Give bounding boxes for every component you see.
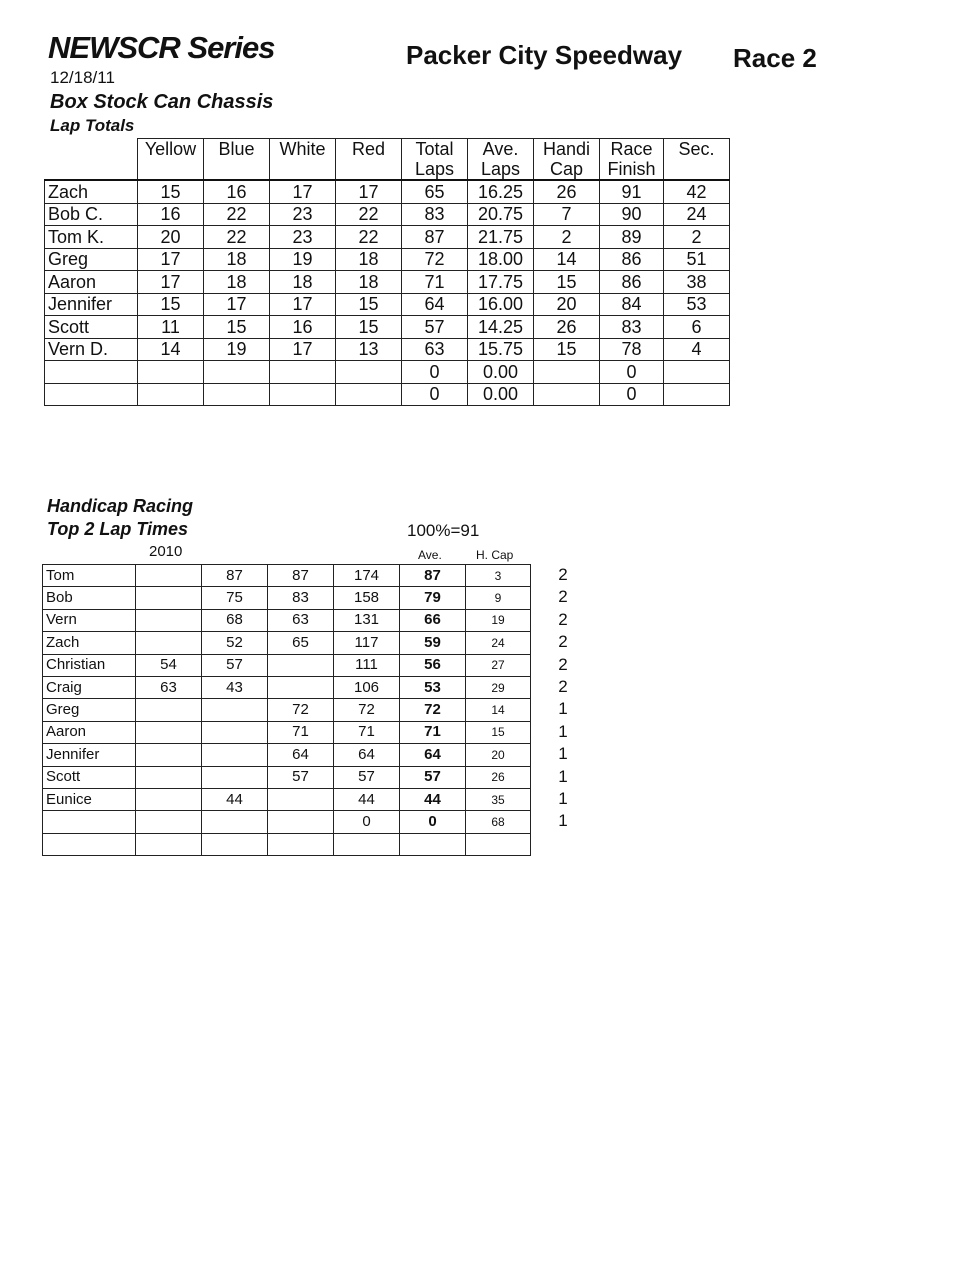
table-row: [45, 338, 730, 361]
data-cell: 14: [138, 338, 204, 361]
data-cell: [136, 699, 202, 721]
lap-count-value: 1: [558, 744, 568, 764]
data-cell: 131: [334, 609, 400, 631]
data-cell: 89: [600, 226, 664, 249]
column-header: Race Finish: [600, 139, 664, 181]
driver-name-cell: Christian: [43, 654, 136, 676]
data-cell: 72: [268, 699, 334, 721]
average-cell: 64: [400, 744, 466, 766]
data-cell: 19: [270, 248, 336, 271]
data-cell: [136, 811, 202, 833]
data-cell: 6: [664, 316, 730, 339]
driver-name-cell: Zach: [45, 180, 138, 203]
table-row: [45, 361, 730, 384]
column-header: Total Laps: [402, 139, 468, 181]
data-cell: 18.00: [468, 248, 534, 271]
driver-name-cell: Scott: [43, 766, 136, 788]
data-cell: 15: [534, 338, 600, 361]
table-row: [45, 271, 730, 294]
data-cell: [336, 361, 402, 384]
data-cell: [202, 766, 268, 788]
data-cell: 24: [664, 203, 730, 226]
data-cell: [136, 632, 202, 654]
data-cell: 18: [270, 271, 336, 294]
table-row: [43, 632, 531, 654]
handicap-cell: 24: [466, 632, 531, 654]
lap-totals-header-row: [45, 139, 730, 181]
data-cell: 83: [600, 316, 664, 339]
data-cell: 21.75: [468, 226, 534, 249]
table-row: [43, 811, 531, 833]
data-cell: [664, 361, 730, 384]
data-cell: 16.00: [468, 293, 534, 316]
data-cell: 0: [334, 811, 400, 833]
data-cell: 18: [336, 271, 402, 294]
data-cell: 22: [204, 203, 270, 226]
data-cell: 57: [202, 654, 268, 676]
data-cell: [202, 833, 268, 855]
data-cell: [136, 721, 202, 743]
data-cell: [136, 833, 202, 855]
handicap-cell: 26: [466, 766, 531, 788]
data-cell: 2: [534, 226, 600, 249]
data-cell: [202, 744, 268, 766]
lap-count-value: 1: [558, 766, 568, 786]
data-cell: 4: [664, 338, 730, 361]
data-cell: 72: [334, 699, 400, 721]
data-cell: [334, 833, 400, 855]
venue-title: Packer City Speedway: [406, 40, 683, 70]
data-cell: 65: [402, 180, 468, 203]
table-row: [43, 587, 531, 609]
data-cell: 63: [136, 676, 202, 698]
average-cell: 59: [400, 632, 466, 654]
table-row: [43, 721, 531, 743]
data-cell: [270, 383, 336, 406]
lap-count-value: 2: [558, 609, 568, 629]
handicap-cell: [466, 833, 531, 855]
data-cell: 52: [202, 632, 268, 654]
race-date: 12/18/11: [50, 68, 115, 87]
class-name: Box Stock Can Chassis: [50, 91, 274, 113]
data-cell: [270, 361, 336, 384]
driver-name-cell: Bob C.: [45, 203, 138, 226]
handicap-cell: 14: [466, 699, 531, 721]
data-cell: 71: [268, 721, 334, 743]
driver-name-cell: Tom: [43, 565, 136, 587]
driver-name-cell: Bob: [43, 587, 136, 609]
table-row: [45, 293, 730, 316]
data-cell: 18: [204, 271, 270, 294]
data-cell: 20: [138, 226, 204, 249]
data-cell: 44: [334, 788, 400, 810]
average-cell: 66: [400, 609, 466, 631]
table-row: [43, 766, 531, 788]
driver-name-cell: Craig: [43, 676, 136, 698]
hcap-label: H. Cap: [476, 548, 514, 562]
data-cell: [664, 383, 730, 406]
data-cell: 14: [534, 248, 600, 271]
handicap-cell: 35: [466, 788, 531, 810]
lap-count-value: 2: [558, 565, 568, 584]
data-cell: 17: [270, 338, 336, 361]
driver-name-cell: Jennifer: [43, 744, 136, 766]
column-header: Red: [336, 139, 402, 181]
lap-count-value: 1: [558, 811, 568, 831]
data-cell: 17: [138, 248, 204, 271]
data-cell: 84: [600, 293, 664, 316]
table-row: [45, 316, 730, 339]
lap-count-value: 2: [558, 677, 568, 696]
driver-name-cell: Scott: [45, 316, 138, 339]
average-cell: 87: [400, 565, 466, 587]
data-cell: [336, 383, 402, 406]
data-cell: 51: [664, 248, 730, 271]
data-cell: 174: [334, 565, 400, 587]
data-cell: 11: [138, 316, 204, 339]
column-header: Ave. Laps: [468, 139, 534, 181]
data-cell: 13: [336, 338, 402, 361]
handicap-cell: 29: [466, 676, 531, 698]
data-cell: 78: [600, 338, 664, 361]
data-cell: [202, 721, 268, 743]
average-cell: 79: [400, 587, 466, 609]
data-cell: 16: [138, 203, 204, 226]
data-cell: [268, 676, 334, 698]
race-number: Race 2: [733, 43, 817, 73]
driver-name-cell: [45, 383, 138, 406]
data-cell: 53: [664, 293, 730, 316]
average-cell: 0: [400, 811, 466, 833]
data-cell: 87: [268, 565, 334, 587]
data-cell: 15: [534, 271, 600, 294]
data-cell: 54: [136, 654, 202, 676]
data-cell: [268, 811, 334, 833]
column-header: Handi Cap: [534, 139, 600, 181]
column-header: Blue: [204, 139, 270, 181]
data-cell: 0: [600, 383, 664, 406]
data-cell: 14.25: [468, 316, 534, 339]
data-cell: 23: [270, 203, 336, 226]
data-cell: 17: [270, 293, 336, 316]
table-row: [45, 248, 730, 271]
driver-name-cell: [45, 361, 138, 384]
data-cell: 18: [336, 248, 402, 271]
data-cell: 22: [336, 203, 402, 226]
data-cell: 63: [268, 609, 334, 631]
data-cell: 83: [268, 587, 334, 609]
handicap-cell: 68: [466, 811, 531, 833]
data-cell: [204, 383, 270, 406]
data-cell: 17.75: [468, 271, 534, 294]
handicap-percent: 100%=91: [407, 521, 480, 540]
data-cell: 0: [402, 361, 468, 384]
data-cell: 117: [334, 632, 400, 654]
data-cell: 158: [334, 587, 400, 609]
data-cell: [136, 609, 202, 631]
data-cell: 64: [334, 744, 400, 766]
data-cell: 16: [270, 316, 336, 339]
data-cell: [136, 587, 202, 609]
data-cell: 20: [534, 293, 600, 316]
data-cell: [534, 361, 600, 384]
data-cell: 26: [534, 316, 600, 339]
table-row: [43, 744, 531, 766]
handicap-heading: Handicap Racing: [47, 496, 194, 516]
data-cell: [136, 744, 202, 766]
data-cell: 20.75: [468, 203, 534, 226]
column-header: Yellow: [138, 139, 204, 181]
table-row: [43, 676, 531, 698]
data-cell: 17: [138, 271, 204, 294]
data-cell: 64: [402, 293, 468, 316]
year-label: 2010: [149, 543, 183, 560]
driver-name-cell: Zach: [43, 632, 136, 654]
table-row: [43, 833, 531, 855]
data-cell: 90: [600, 203, 664, 226]
data-cell: 68: [202, 609, 268, 631]
table-row: [43, 654, 531, 676]
average-cell: [400, 833, 466, 855]
lap-totals-heading: Lap Totals: [50, 116, 135, 135]
data-cell: 15: [336, 316, 402, 339]
average-cell: 57: [400, 766, 466, 788]
data-cell: 44: [202, 788, 268, 810]
average-cell: 56: [400, 654, 466, 676]
driver-name-cell: Aaron: [45, 271, 138, 294]
data-cell: 16.25: [468, 180, 534, 203]
driver-name-cell: [43, 833, 136, 855]
handicap-cell: 19: [466, 609, 531, 631]
driver-name-cell: Greg: [45, 248, 138, 271]
data-cell: 2: [664, 226, 730, 249]
data-cell: [268, 654, 334, 676]
data-cell: 22: [204, 226, 270, 249]
data-cell: 17: [336, 180, 402, 203]
data-cell: 63: [402, 338, 468, 361]
data-cell: 0.00: [468, 383, 534, 406]
driver-name-cell: Eunice: [43, 788, 136, 810]
data-cell: 111: [334, 654, 400, 676]
data-cell: [136, 788, 202, 810]
data-cell: 0: [600, 361, 664, 384]
handicap-cell: 9: [466, 587, 531, 609]
data-cell: [268, 833, 334, 855]
column-header: Sec.: [664, 139, 730, 181]
data-cell: 22: [336, 226, 402, 249]
data-cell: [204, 361, 270, 384]
data-cell: 0: [402, 383, 468, 406]
table-row: [43, 565, 531, 587]
data-cell: 15: [336, 293, 402, 316]
data-cell: [202, 699, 268, 721]
data-cell: 19: [204, 338, 270, 361]
data-cell: 15: [204, 316, 270, 339]
ave-label: Ave.: [418, 548, 442, 562]
data-cell: 38: [664, 271, 730, 294]
driver-name-cell: Vern D.: [45, 338, 138, 361]
data-cell: [138, 383, 204, 406]
data-cell: 0.00: [468, 361, 534, 384]
data-cell: 71: [334, 721, 400, 743]
lap-totals-table: [44, 138, 730, 406]
handicap-table: [42, 564, 531, 856]
data-cell: 26: [534, 180, 600, 203]
data-cell: 17: [270, 180, 336, 203]
data-cell: 15: [138, 180, 204, 203]
driver-name-cell: Tom K.: [45, 226, 138, 249]
data-cell: 75: [202, 587, 268, 609]
table-row: [45, 203, 730, 226]
average-cell: 72: [400, 699, 466, 721]
table-row: [45, 226, 730, 249]
data-cell: 23: [270, 226, 336, 249]
data-cell: 91: [600, 180, 664, 203]
lap-count-value: 1: [558, 699, 568, 719]
driver-name-cell: Vern: [43, 609, 136, 631]
data-cell: 65: [268, 632, 334, 654]
data-cell: [138, 361, 204, 384]
handicap-subheading: Top 2 Lap Times: [47, 519, 189, 539]
data-cell: 15.75: [468, 338, 534, 361]
driver-name-cell: Greg: [43, 699, 136, 721]
lap-count-value: 2: [558, 632, 568, 652]
lap-count-value: 2: [558, 587, 568, 607]
data-cell: 18: [204, 248, 270, 271]
data-cell: 43: [202, 676, 268, 698]
data-cell: 86: [600, 248, 664, 271]
data-cell: 106: [334, 676, 400, 698]
data-cell: 7: [534, 203, 600, 226]
table-row: [45, 180, 730, 203]
data-cell: 57: [334, 766, 400, 788]
table-row: [43, 788, 531, 810]
data-cell: 64: [268, 744, 334, 766]
table-row: [45, 383, 730, 406]
data-cell: 16: [204, 180, 270, 203]
data-cell: 57: [402, 316, 468, 339]
lap-count-value: 1: [558, 789, 568, 808]
data-cell: 15: [138, 293, 204, 316]
data-cell: 42: [664, 180, 730, 203]
data-cell: [136, 565, 202, 587]
data-cell: 71: [402, 271, 468, 294]
driver-name-cell: Jennifer: [45, 293, 138, 316]
data-cell: 57: [268, 766, 334, 788]
driver-name-cell: Aaron: [43, 721, 136, 743]
data-cell: 83: [402, 203, 468, 226]
handicap-cell: 27: [466, 654, 531, 676]
data-cell: [136, 766, 202, 788]
lap-count-value: 1: [558, 721, 568, 741]
lap-count-value: 2: [558, 654, 568, 674]
column-header: White: [270, 139, 336, 181]
table-row: [43, 609, 531, 631]
data-cell: 87: [402, 226, 468, 249]
data-cell: [534, 383, 600, 406]
average-cell: 71: [400, 721, 466, 743]
data-cell: 87: [202, 565, 268, 587]
data-cell: 86: [600, 271, 664, 294]
handicap-cell: 15: [466, 721, 531, 743]
data-cell: 17: [204, 293, 270, 316]
header-blank-cell: [45, 139, 138, 181]
data-cell: 72: [402, 248, 468, 271]
data-cell: [202, 811, 268, 833]
series-title: NEWSCR Series: [48, 30, 275, 65]
handicap-cell: 20: [466, 744, 531, 766]
average-cell: 44: [400, 788, 466, 810]
data-cell: [268, 788, 334, 810]
table-row: [43, 699, 531, 721]
driver-name-cell: [43, 811, 136, 833]
handicap-cell: 3: [466, 565, 531, 587]
average-cell: 53: [400, 676, 466, 698]
